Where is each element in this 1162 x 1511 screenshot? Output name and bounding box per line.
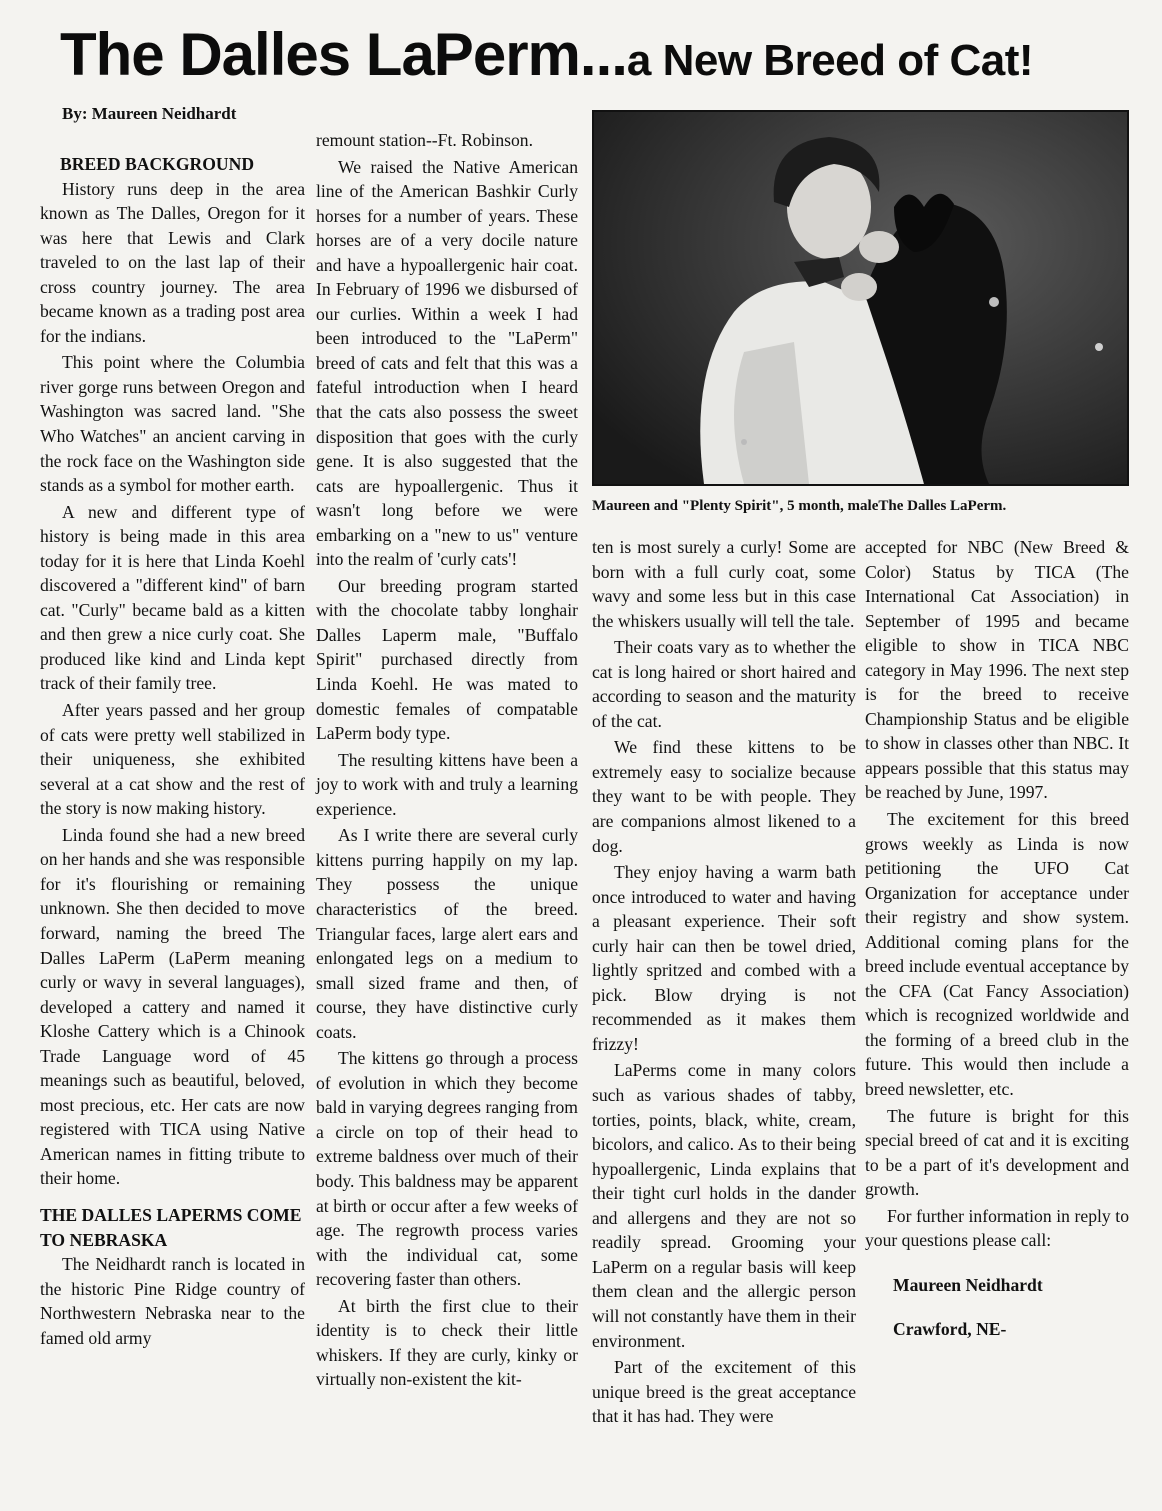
contact-place: Crawford, NE- [893, 1319, 1007, 1340]
paragraph: LaPerms come in many colors such as various shades of tabby, torties, points, black, white, cream, bicolors, and calico. As to their being hypoallergenic, Linda explains that their tight curl holds in the dander and allergens and they are not so readily spread. Grooming your LaPerm on a regular basis will keep them clean and the allergic person will not constantly have them in their environment. [592, 1060, 856, 1351]
subhead-breed-background: BREED BACKGROUND [60, 154, 255, 174]
paragraph: Part of the excitement of this unique breed is the great acceptance that it has had. They were [592, 1357, 856, 1427]
photo-caption: Maureen and "Plenty Spirit", 5 month, maleThe Dalles LaPerm. [592, 498, 1007, 514]
paragraph: History runs deep in the area known as The Dalles, Oregon for it was here that Lewis and Clark traveled to on the last lap of their cross country journey. The area became known as a trading post area for the indians. [40, 178, 305, 346]
paragraph: ten is most surely a curly! Some are born with a full curly coat, some wavy and some less but in this case the whiskers usually will tell the tale. [592, 537, 856, 631]
column-3 [592, 535, 856, 1431]
column-2 [316, 128, 578, 1394]
paragraph: The Neidhardt ranch is located in the historic Pine Ridge country of Northwestern Nebraska near to the famed old army [40, 1254, 305, 1348]
paragraph: We find these kittens to be extremely easy to socialize because they want to be with people. They are companions almost likened to a dog. [592, 737, 856, 856]
column-1 [40, 152, 305, 1352]
paragraph: At birth the first clue to their identity is to check their little whiskers. If they are curly, kinky or virtually non-existent the kit- [316, 1295, 578, 1390]
paragraph: The excitement for this breed grows weekly as Linda is now petitioning the UFO Cat Organization for acceptance under their registry and show system. Additional coming plans for the breed include eventual acceptance by the CFA (Cat Fancy Association) which is recognized worldwide and the forming of a breed club in the future. This would then include a breed newsletter, etc. [865, 809, 1129, 1100]
headline-main: The Dalles LaPerm... [60, 21, 627, 88]
column-4 [865, 535, 1129, 1344]
paragraph: remount station--Ft. Robinson. [316, 130, 533, 150]
paragraph: After years passed and her group of cats were pretty well stabilized in their uniqueness, she exhibited several at a cat show and the rest of the story is now making history. [40, 700, 305, 819]
paragraph: They enjoy having a warm bath once introduced to water and having a pleasant experience. Their soft curly hair can then be towel dried, lightly spritzed and combed with a pick. Blow drying is not recommended as it makes them frizzy! [592, 862, 856, 1054]
photo-illustration [594, 112, 1127, 484]
headline-sub: a New Breed of Cat! [626, 36, 1034, 85]
contact-name: Maureen Neidhardt [893, 1274, 1043, 1295]
paragraph: For further information in reply to your questions please call: [865, 1205, 1129, 1251]
paragraph: The future is bright for this special breed of cat and it is exciting to be a part of it's development and growth. [865, 1105, 1129, 1200]
paragraph: The resulting kittens have been a joy to work with and truly a learning experience. [316, 749, 578, 819]
article-photo [592, 110, 1129, 486]
paragraph: As I write there are several curly kittens purring happily on my lap. They possess the unique characteristics of the breed. Triangular faces, large alert ears and enlongated legs on a medium to small sized frame and then, of course, they have distinctive curly coats. [316, 825, 578, 1042]
byline: By: Maureen Neidhardt [62, 104, 237, 123]
paragraph: Their coats vary as to whether the cat is long haired or short haired and according to season and the maturity of the cat. [592, 637, 856, 731]
paragraph: We raised the Native American line of the American Bashkir Curly horses for a number of years. These horses are of a very docile nature and have a hypoallergenic hair coat. In February of 1996 we disbursed of our curlies. Within a week I had been introduced to the "LaPerm" breed of cats and felt that this was a fateful introduction when I heard that the cats also possess the sweet disposition that goes with the curly gene. It is also suggested that the cats are hypoallergenic. Thus it wasn't long before we were embarking on a "new to us" venture into the realm of 'curly cats'! [316, 156, 578, 570]
headline [60, 20, 1140, 89]
hand [859, 231, 899, 263]
subhead-nebraska: THE DALLES LAPERMS COME TO NEBRASKA [40, 1204, 302, 1250]
paragraph: accepted for NBC (New Breed & Color) Status by TICA (The International Cat Association) in September of 1995 and became eligible to show in TICA NBC category in May 1996. The next step is for the breed to receive Championship Status and be eligible to show in classes other than NBC. It appears possible that this status may be reached by June, 1997. [865, 537, 1129, 803]
paragraph: This point where the Columbia river gorge runs between Oregon and Washington was sacred land. "She Who Watches" an ancient carving in the rock face on the Washington side stands as a symbol for mother earth. [40, 352, 305, 496]
paragraph: Our breeding program started with the chocolate tabby longhair Dalles Laperm male, "Buffalo Spirit" purchased directly from Linda Koehl. He was mated to domestic females of compatable LaPerm body type. [316, 575, 578, 744]
paragraph: A new and different type of history is being made in this area today for it is here that Linda Koehl discovered a "different kind" of barn cat. "Curly" became bald as a kitten and then grew a nice curly coat. She produced like kind and Linda kept track of their family tree. [40, 501, 305, 694]
paragraph: Linda found she had a new breed on her hands and she was responsible for it's flourishing or remaining unknown. She then decided to move forward, naming the breed The Dalles LaPerm (LaPerm meaning curly or wavy in several languages), developed a cattery and named it Kloshe Cattery which is a Chinook Trade Language word of 45 meanings such as beautiful, beloved, most precious, etc. Her cats are now registered with TICA using Native American names in fitting tribute to their home. [40, 824, 305, 1189]
paragraph: The kittens go through a process of evolution in which they become bald in varying degrees ranging from a circle on top of their head to extreme baldness over much of their body. This baldness may be apparent at birth or occur after a few weeks of age. The regrowth process varies with the individual cat, some recovering faster than others. [316, 1048, 578, 1290]
